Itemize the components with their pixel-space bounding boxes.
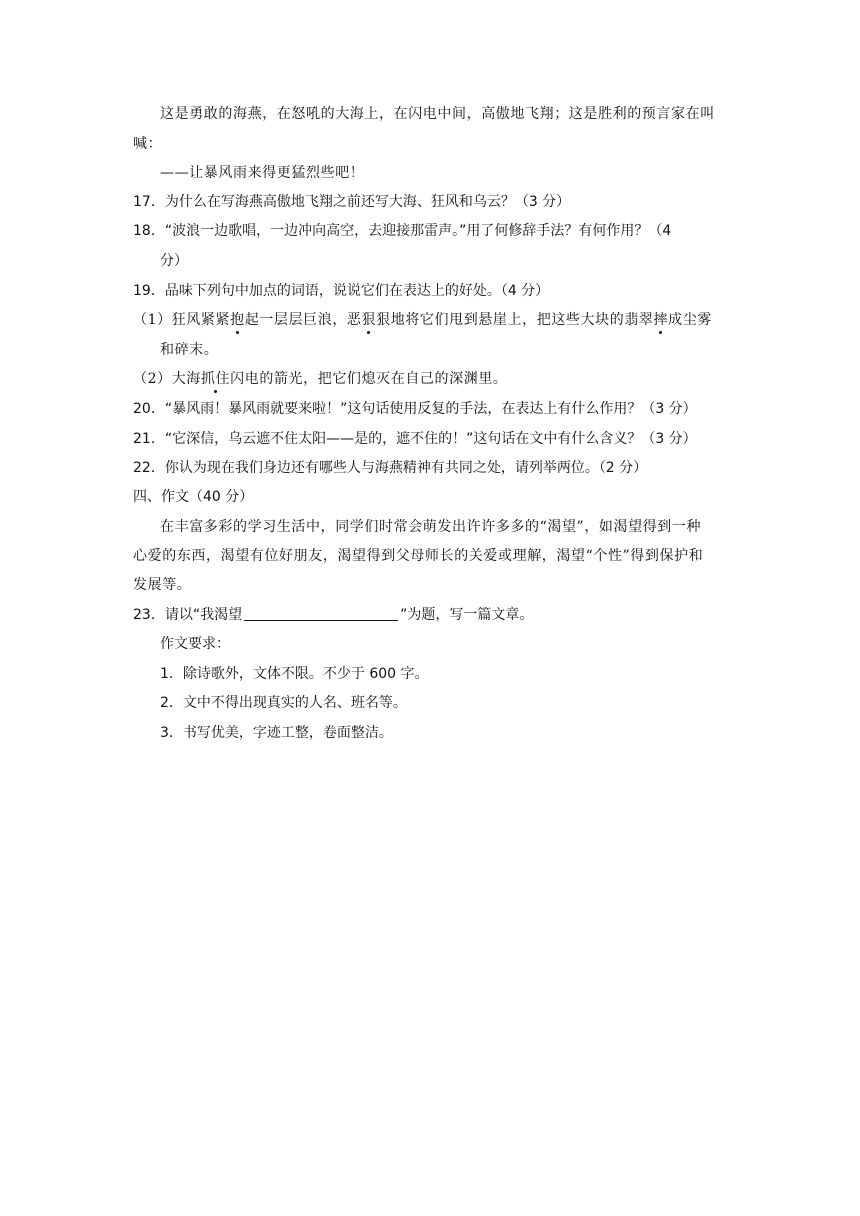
question-23	[133, 605, 533, 625]
dotted-word-shuai: 摔	[653, 312, 669, 328]
question-18-line2: 分）	[160, 253, 188, 269]
sentence-2-text-a: （2）大海	[133, 371, 201, 387]
requirement-3: 3．书写优美，字迹工整，卷面整洁。	[160, 725, 393, 741]
question-23-prefix: 23．请以“我渴望	[133, 607, 243, 623]
question-19: 19．品味下列句中加点的词语，说说它们在表达上的好处。（4 分）	[133, 283, 550, 299]
dotted-word-ehenhen: 恶狠狠	[346, 312, 391, 328]
passage-para2: ——让暴风雨来得更猛烈些吧！	[160, 165, 365, 181]
title-blank	[244, 606, 398, 621]
composition-intro-line3: 发展等。	[133, 577, 192, 593]
composition-intro-line2: 心爱的东西，渴望有位好朋友，渴望得到父母师长的关爱或理解，渴望“个性”得到保护和	[133, 548, 704, 564]
question-22: 22．你认为现在我们身边还有哪些人与海燕精神有共同之处，请列举两位。（2 分）	[133, 460, 648, 476]
dotted-word-bao: 抱	[230, 312, 245, 328]
question-20: 20．“暴风雨！暴风雨就要来啦！”这句话使用反复的手法，在表达上有什么作用？（3 分）	[133, 401, 697, 417]
requirement-1: 1．除诗歌外，文体不限。不少于 600 字。	[160, 666, 429, 682]
question-21: 21．“它深信，乌云遮不住太阳——是的，遮不住的！”这句话在文中有什么含义？（3 分）	[133, 431, 697, 447]
question-19-sentence-1-line1	[133, 310, 712, 330]
requirement-2: 2．文中不得出现真实的人名、班名等。	[160, 695, 407, 711]
sentence-1-text-c: 地将它们甩到悬崖上，把这些大块的翡翠	[390, 312, 654, 328]
sentence-1-text-b: 起一层层巨浪，	[244, 312, 347, 328]
composition-intro-line1: 在丰富多彩的学习生活中，同学们时常会萌发出许许多多的“渴望”，如渴望得到一种	[160, 519, 702, 535]
sentence-1-text-e: 成尘雾	[668, 312, 712, 328]
passage-para1-line2: 喊：	[133, 136, 163, 152]
question-19-sentence-1-line2: 和碎末。	[160, 342, 219, 358]
requirements-title: 作文要求：	[160, 636, 230, 652]
sentence-1-text-a: （1）狂风紧紧	[133, 312, 231, 328]
question-17: 17．为什么在写海燕高傲地飞翔之前还写大海、狂风和乌云？（3 分）	[133, 194, 571, 210]
question-23-suffix: ”为题，写一篇文章。	[400, 607, 534, 623]
section-4-heading: 四、作文（40 分）	[133, 489, 254, 505]
question-19-sentence-2	[133, 369, 508, 389]
sentence-2-text-b: 闪电的箭光，把它们熄灭在自己的深渊里。	[230, 371, 508, 387]
question-18-line1: 18．“波浪一边歌唱，一边冲向高空，去迎接那雷声。”用了何修辞手法？有何作用？（4	[133, 223, 672, 239]
passage-para1-line1: 这是勇敢的海燕，在怒吼的大海上，在闪电中间，高傲地飞翔；这是胜利的预言家在叫	[160, 106, 715, 122]
dotted-word-zhuazhu: 抓住	[200, 371, 231, 387]
